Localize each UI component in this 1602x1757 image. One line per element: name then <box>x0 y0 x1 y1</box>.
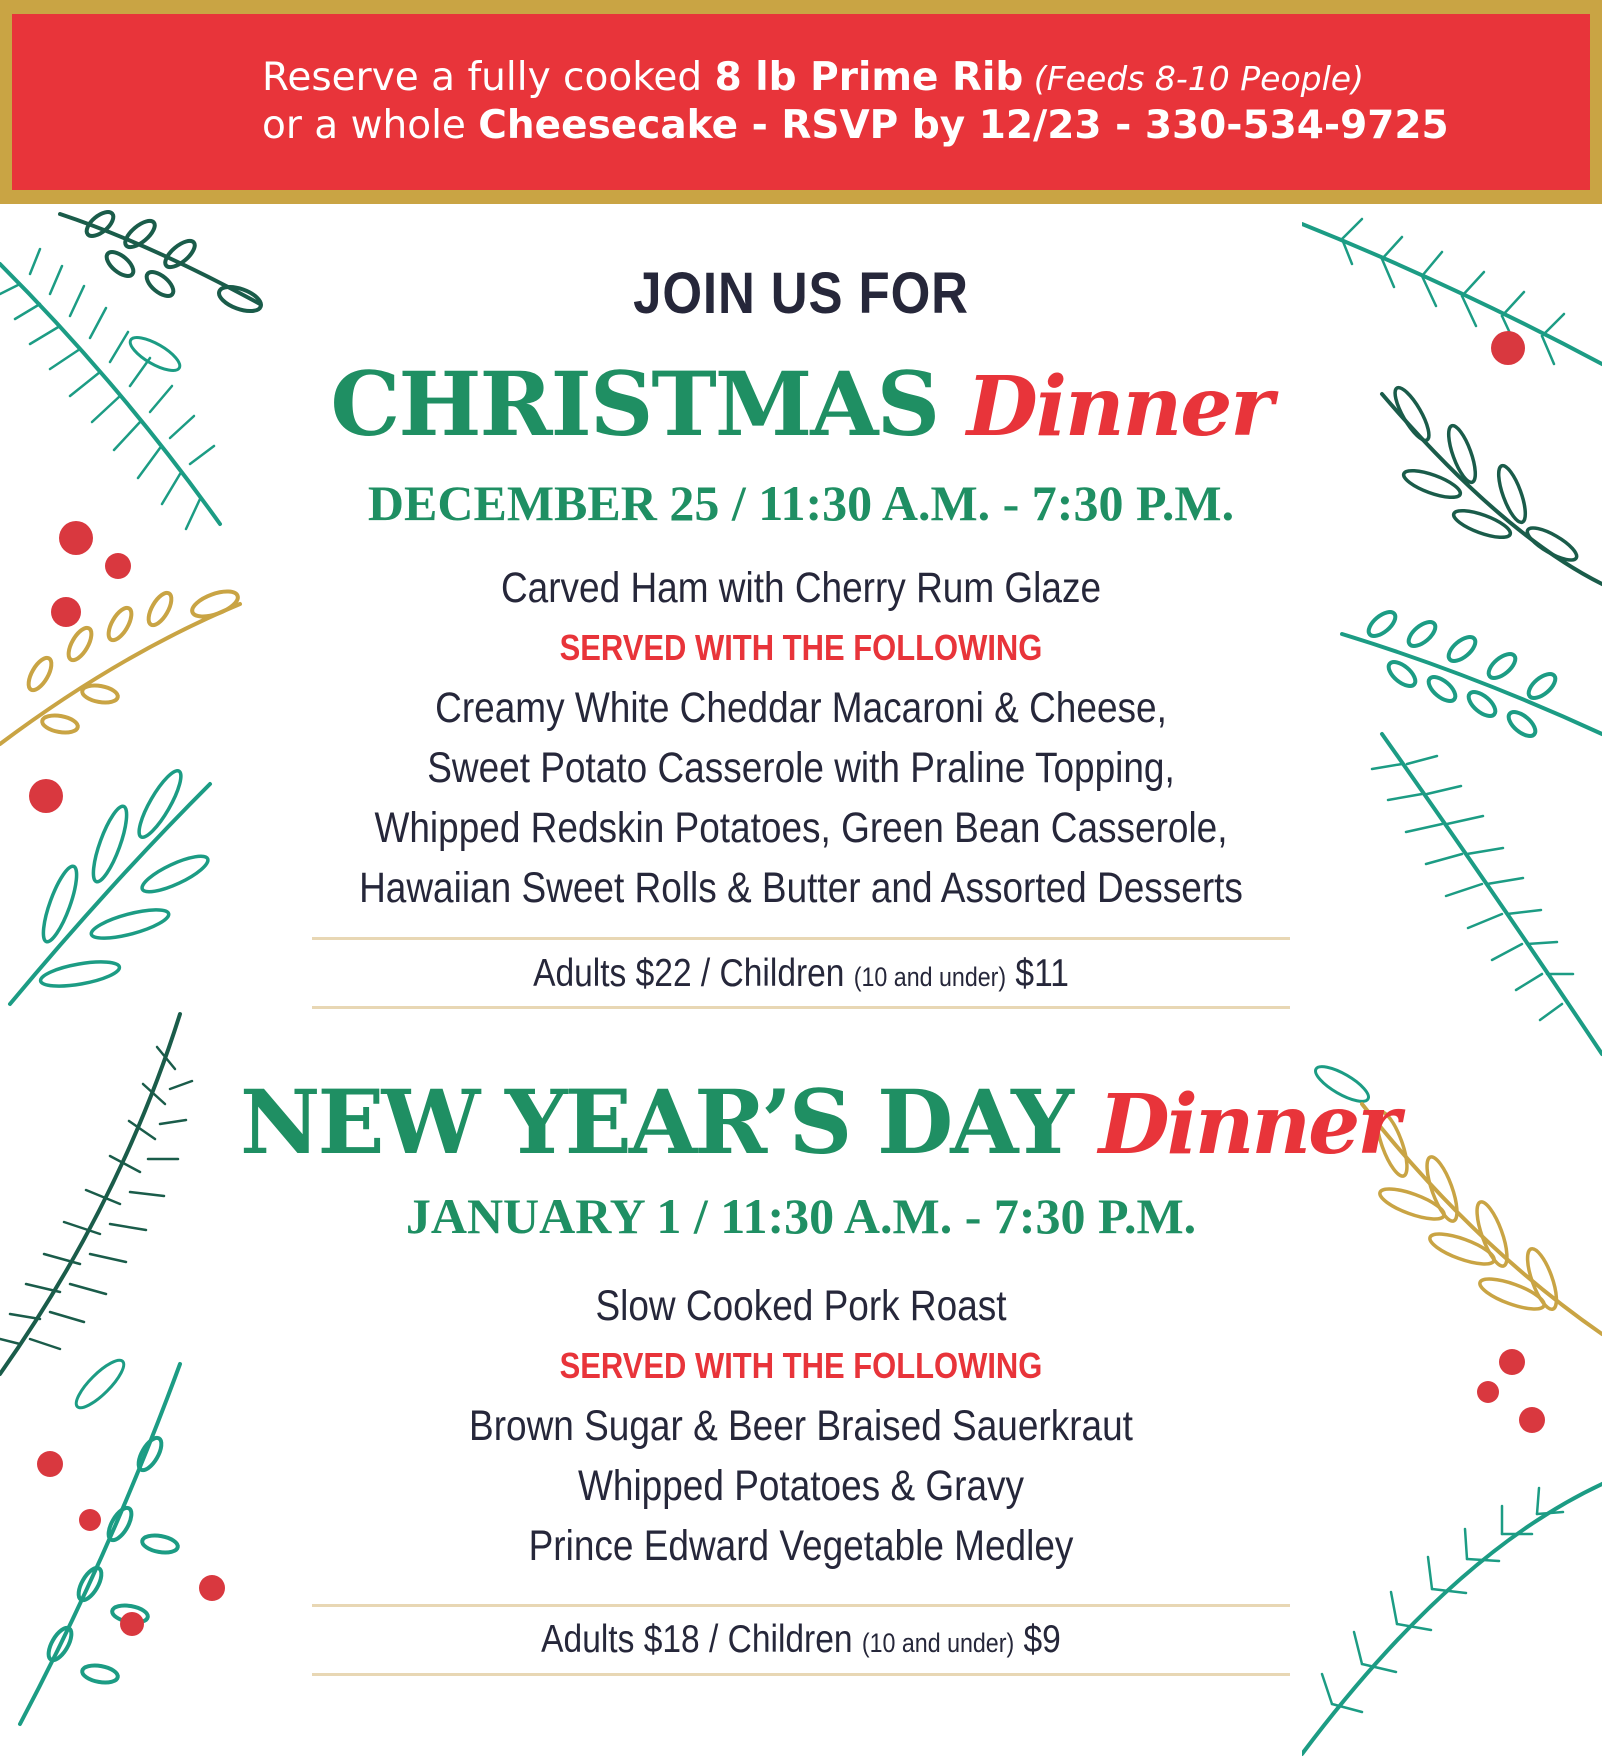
join-us-heading: JOIN US FOR <box>633 261 969 326</box>
new-year-side-item: Brown Sugar & Beer Braised Sauerkraut <box>469 1402 1133 1450</box>
new-year-side-item: Prince Edward Vegetable Medley <box>528 1522 1074 1570</box>
new-year-price-children: $9 <box>1014 1618 1061 1661</box>
banner-line-1 <box>262 55 1364 102</box>
christmas-dinner-word: Dinner <box>966 359 1272 455</box>
christmas-price-note: (10 and under) <box>853 962 1007 992</box>
divider <box>312 1673 1290 1676</box>
banner-text-2: or a whole <box>262 103 479 148</box>
divider <box>312 937 1290 940</box>
new-year-price <box>370 1618 1232 1662</box>
christmas-menu <box>260 558 1342 918</box>
christmas-title-text: CHRISTMAS <box>330 352 939 456</box>
reservation-banner <box>12 14 1590 190</box>
christmas-served-with: SERVED WITH THE FOLLOWING <box>559 627 1043 668</box>
divider <box>312 1006 1290 1009</box>
banner-line-2 <box>262 103 1449 149</box>
christmas-price-children: $11 <box>1006 952 1069 995</box>
christmas-price-adults: Adults $22 / Children <box>533 952 854 995</box>
christmas-price <box>370 952 1232 996</box>
rsvp-text: Cheesecake - RSVP by 12/23 - 330-534-9725 <box>478 103 1449 148</box>
christmas-side-item: Whipped Redskin Potatoes, Green Bean Casserole, <box>374 804 1228 852</box>
christmas-main-dish: Carved Ham with Cherry Rum Glaze <box>500 564 1102 612</box>
divider <box>312 1604 1290 1607</box>
new-year-price-note: (10 and under) <box>861 1628 1015 1658</box>
christmas-date-time: DECEMBER 25 / 11:30 A.M. - 7:30 P.M. <box>367 475 1235 531</box>
new-year-dinner-word: Dinner <box>1098 1077 1398 1173</box>
christmas-title <box>240 352 1362 456</box>
banner-text: Reserve a fully cooked <box>262 55 715 100</box>
new-year-served-with: SERVED WITH THE FOLLOWING <box>559 1345 1043 1386</box>
prime-rib-text: 8 lb Prime Rib <box>714 55 1024 100</box>
new-year-title-text: NEW YEAR’S DAY <box>240 1070 1071 1174</box>
new-year-date-time: JANUARY 1 / 11:30 A.M. - 7:30 P.M. <box>405 1188 1197 1244</box>
new-year-price-adults: Adults $18 / Children <box>541 1618 862 1661</box>
new-year-main-dish: Slow Cooked Pork Roast <box>595 1282 1007 1330</box>
christmas-side-item: Sweet Potato Casserole with Praline Topping, <box>427 744 1175 792</box>
new-year-menu <box>260 1276 1342 1576</box>
christmas-side-item: Hawaiian Sweet Rolls & Butter and Assorted Desserts <box>359 864 1243 912</box>
new-year-title <box>240 1070 1398 1174</box>
christmas-side-item: Creamy White Cheddar Macaroni & Cheese, <box>435 684 1167 732</box>
banner-frame <box>0 0 1602 204</box>
feeds-note: (Feeds 8-10 People) <box>1023 59 1364 98</box>
new-year-side-item: Whipped Potatoes & Gravy <box>577 1462 1025 1510</box>
